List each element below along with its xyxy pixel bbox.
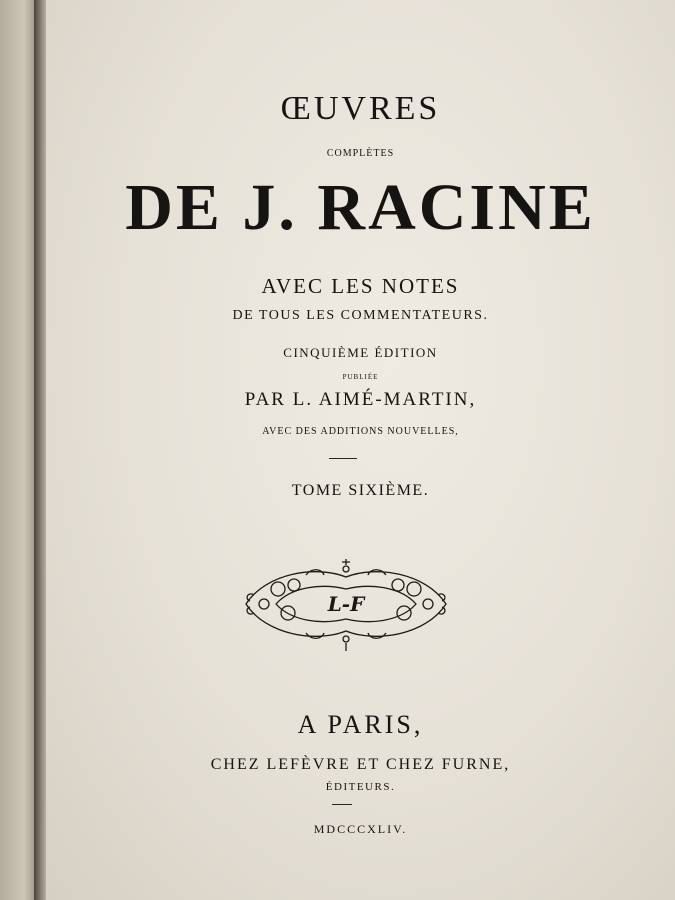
additions-note: AVEC DES ADDITIONS NOUVELLES, [262,426,459,437]
title-completes: COMPLÈTES [326,148,395,159]
ornament-vignette-icon [236,555,456,653]
publiee-label: PUBLIÉE [342,373,379,381]
subtitle-commentateurs: DE TOUS LES COMMENTATEURS. [232,308,489,323]
editor-name: PAR L. AIMÉ-MARTIN, [244,389,477,410]
title-author: DE J. RACINE [125,171,596,244]
imprint-editeurs: ÉDITEURS. [325,781,396,793]
subtitle-notes: AVEC LES NOTES [261,274,460,298]
imprint-date: MDCCCXLIV. [313,822,408,836]
divider-rule-bottom [332,804,352,805]
edition-label: CINQUIÈME ÉDITION [283,345,438,360]
imprint-place: A PARIS, [297,710,424,739]
divider-rule [329,458,357,459]
monogram-text: L-F [327,592,365,616]
volume-label: TOME SIXIÈME. [291,482,430,499]
title-page [46,0,675,900]
imprint-publishers: CHEZ LEFÈVRE ET CHEZ FURNE, [210,756,511,773]
title-oeuvres: ŒUVRES [280,90,441,127]
